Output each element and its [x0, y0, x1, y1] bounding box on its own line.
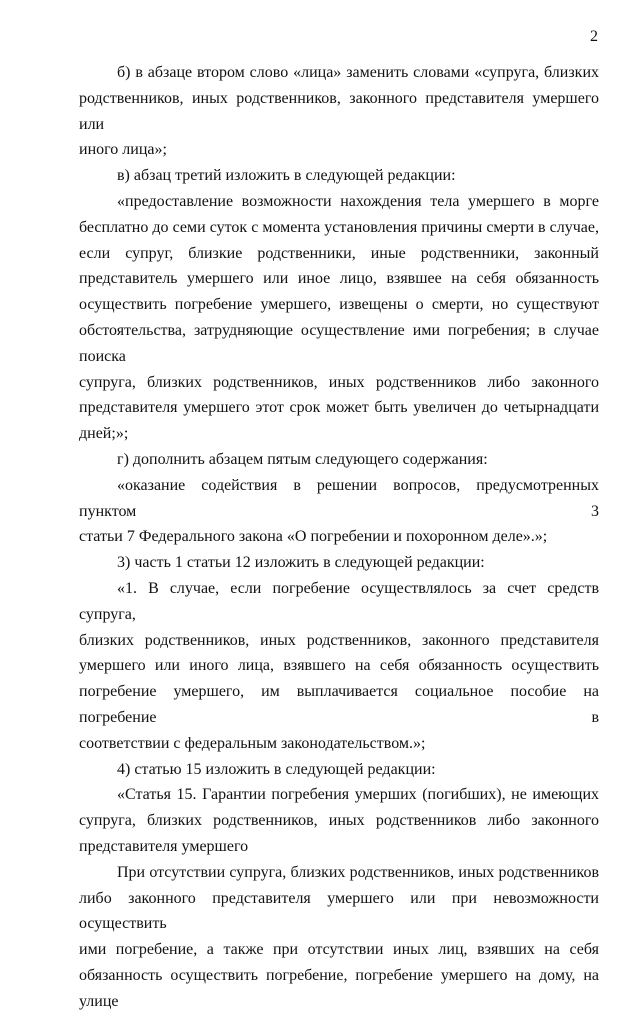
paragraph-line: бесплатно до семи суток с момента установления причины смерти в случае,: [79, 218, 599, 236]
paragraph-line: иного лица»;: [79, 141, 167, 159]
paragraph-line: супруга, близких родственников, иных родственников либо законного: [79, 812, 599, 830]
page-number: 2: [590, 28, 598, 45]
paragraph-line: в) абзац третий изложить в следующей редакции:: [117, 167, 456, 185]
paragraph-line: дней;»;: [79, 425, 129, 443]
paragraph-line: обязанность осуществить погребение, погребение умершего на дому, на улице: [79, 966, 599, 1010]
paragraph-line: г) дополнить абзацем пятым следующего содержания:: [117, 450, 488, 468]
paragraph: [79, 473, 599, 550]
paragraph-line: соответствии с федеральным законодательством.»;: [79, 734, 426, 752]
paragraph-line: осуществить погребение умершего, извещены о смерти, но существуют: [79, 296, 599, 314]
paragraph-line: близких родственников, иных родственников, законного представителя: [79, 631, 599, 649]
paragraph-line: представитель умершего или иное лицо, взявшее на себя обязанность: [79, 270, 599, 288]
document-body: [79, 60, 599, 1014]
paragraph-line: 4) статью 15 изложить в следующей редакции:: [117, 760, 436, 778]
paragraph-line: обстоятельства, затрудняющие осуществление ими погребения; в случае поиска: [79, 321, 599, 365]
paragraph-line: умершего или иного лица, взявшего на себя обязанность осуществить: [79, 657, 599, 675]
paragraph: [79, 757, 599, 783]
paragraph: [79, 60, 599, 163]
paragraph-line: родственников, иных родственников, законного представителя умершего или: [79, 89, 599, 133]
paragraph-line: 3) часть 1 статьи 12 изложить в следующей редакции:: [117, 554, 485, 572]
paragraph-line: супруга, близких родственников, иных родственников либо законного: [79, 373, 599, 391]
paragraph-line: если супруг, близкие родственники, иные родственники, законный: [79, 244, 599, 262]
paragraph-line: «Статья 15. Гарантии погребения умерших (погибших), не имеющих: [117, 786, 599, 804]
paragraph-line: При отсутствии супруга, близких родственников, иных родственников: [117, 863, 599, 881]
paragraph-line: погребение умершего, им выплачивается социальное пособие на погребение в: [79, 683, 599, 726]
paragraph: [79, 550, 599, 576]
paragraph: [79, 576, 599, 757]
paragraph: [79, 163, 599, 189]
paragraph-line: «оказание содействия в решении вопросов, предусмотренных пунктом 3: [79, 476, 599, 520]
paragraph-line: «предоставление возможности нахождения тела умершего в морге: [117, 192, 599, 210]
paragraph: [79, 860, 599, 1014]
paragraph-line: ими погребение, а также при отсутствии иных лиц, взявших на себя: [79, 941, 599, 959]
paragraph-line: представителя умершего этот срок может быть увеличен до четырнадцати: [79, 399, 599, 417]
paragraph-line: «1. В случае, если погребение осуществлялось за счет средств супруга,: [79, 579, 599, 623]
paragraph-line: либо законного представителя умершего или при невозможности осуществить: [79, 889, 599, 933]
paragraph-line: б) в абзаце втором слово «лица» заменить словами «супруга, близких: [117, 64, 599, 81]
paragraph-line: статьи 7 Федерального закона «О погребении и похоронном деле».»;: [79, 528, 548, 546]
paragraph: [79, 447, 599, 473]
paragraph-line: представителя умершего: [79, 837, 249, 855]
paragraph: [79, 189, 599, 447]
paragraph: [79, 782, 599, 859]
